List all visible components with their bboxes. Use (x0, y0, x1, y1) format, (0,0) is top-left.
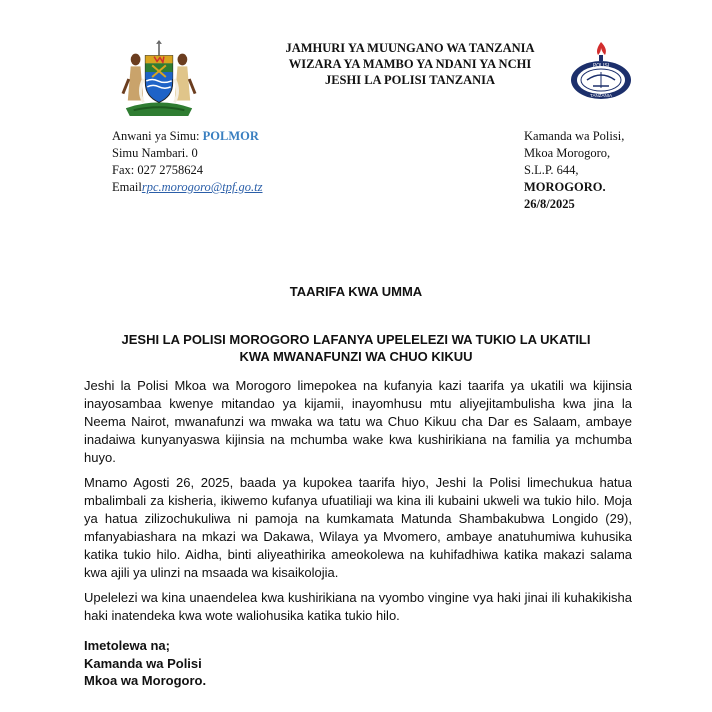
sender-contact-block (112, 128, 263, 196)
signatory-region: Mkoa wa Morogoro. (84, 673, 207, 688)
announcement-title: TAARIFA KWA UMMA (289, 284, 423, 299)
body-paragraph-3: Upelelezi wa kina unaendelea kwa kushirikiana na vyombo vingine vya haki jinai ili kuhakikisha haki inatendeka kwa wote waliohusika katika tukio hilo. (84, 590, 632, 623)
telegram-address-value: POLMOR (202, 129, 259, 143)
headline-line-1: JESHI LA POLISI MOROGORO LAFANYA UPELELEZI WA TUKIO LA UKATILI (121, 332, 591, 347)
headline-line-2: KWA MWANAFUNZI WA CHUO KIKUU (239, 349, 473, 364)
email-line (112, 179, 263, 196)
badge-top-text: POLISI (592, 63, 610, 69)
signatory-title: Kamanda wa Polisi (84, 655, 202, 671)
headline (60, 331, 652, 365)
body-paragraph-2: Mnamo Agosti 26, 2025, baada ya kupokea taarifa hiyo, Jeshi la Polisi limechukua hatua mbalimbali za kisheria, ikiwemo kufanya ufuatiliaji wa kina ili kubaini ukweli wa tukio hilo. Moja ya hatua zilizochukuliwa ni pamoja na kumkamata Matunda Shambakubwa Longido (29), mfanyabiashara na mkazi wa Dakawa, Wilaya ya Mvomero, ambaye anatuhumiwa kuhusika katika tukio hilo. Aidha, binti aliyeathirika ameokolewa na kuhifadhiwa katika makazi salama kwa ajili ya ulinzi na msaada wa kisaikolojia. (84, 475, 632, 580)
header-line-country: JAMHURI YA MUUNGANO WA TANZANIA (285, 41, 535, 55)
email-label: Email (112, 180, 142, 194)
police-badge-icon (565, 40, 637, 102)
fax-number: Fax: 027 2758624 (112, 163, 203, 177)
phone-number: Simu Nambari. 0 (112, 146, 198, 160)
issued-by-label: Imetolewa na; (84, 638, 170, 653)
email-link[interactable]: rpc.morogoro@tpf.go.tz (141, 180, 263, 194)
badge-bottom-text: TANZANIA (590, 93, 612, 98)
header-line-ministry: WIZARA YA MAMBO YA NDANI YA NCHI (288, 57, 532, 71)
address-city: MOROGORO. (524, 180, 606, 194)
header-line-police: JESHI LA POLISI TANZANIA (324, 73, 496, 87)
signature-block (84, 637, 206, 690)
body-paragraph-1: Jeshi la Polisi Mkoa wa Morogoro limepokea na kufanyia kazi taarifa ya ukatili wa kijinsia inayosambaa kwenye mitandao ya kijamii, inayomhusu mtu aliyejitambulisha kwa jina la Neema Nairot, mwanafunzi wa mwaka wa tatu wa Chuo Kikuu cha Dar es Salaam, ambaye inadaiwa kunyanyaswa kijinsia na mchumba wake kwa kushirikiana na familia ya mchumba huyo. (84, 378, 632, 465)
telegram-address-line (112, 128, 263, 145)
address-line-region: Mkoa Morogoro, (524, 146, 611, 160)
telegram-address-label: Anwani ya Simu: (112, 129, 203, 143)
address-line-commander: Kamanda wa Polisi, (524, 129, 625, 143)
tanzania-coat-of-arms-icon (120, 40, 198, 118)
letterhead-header (250, 40, 570, 88)
letter-date: 26/8/2025 (524, 197, 575, 211)
recipient-address-block (524, 128, 624, 213)
address-line-po-box: S.L.P. 644, (524, 163, 579, 177)
